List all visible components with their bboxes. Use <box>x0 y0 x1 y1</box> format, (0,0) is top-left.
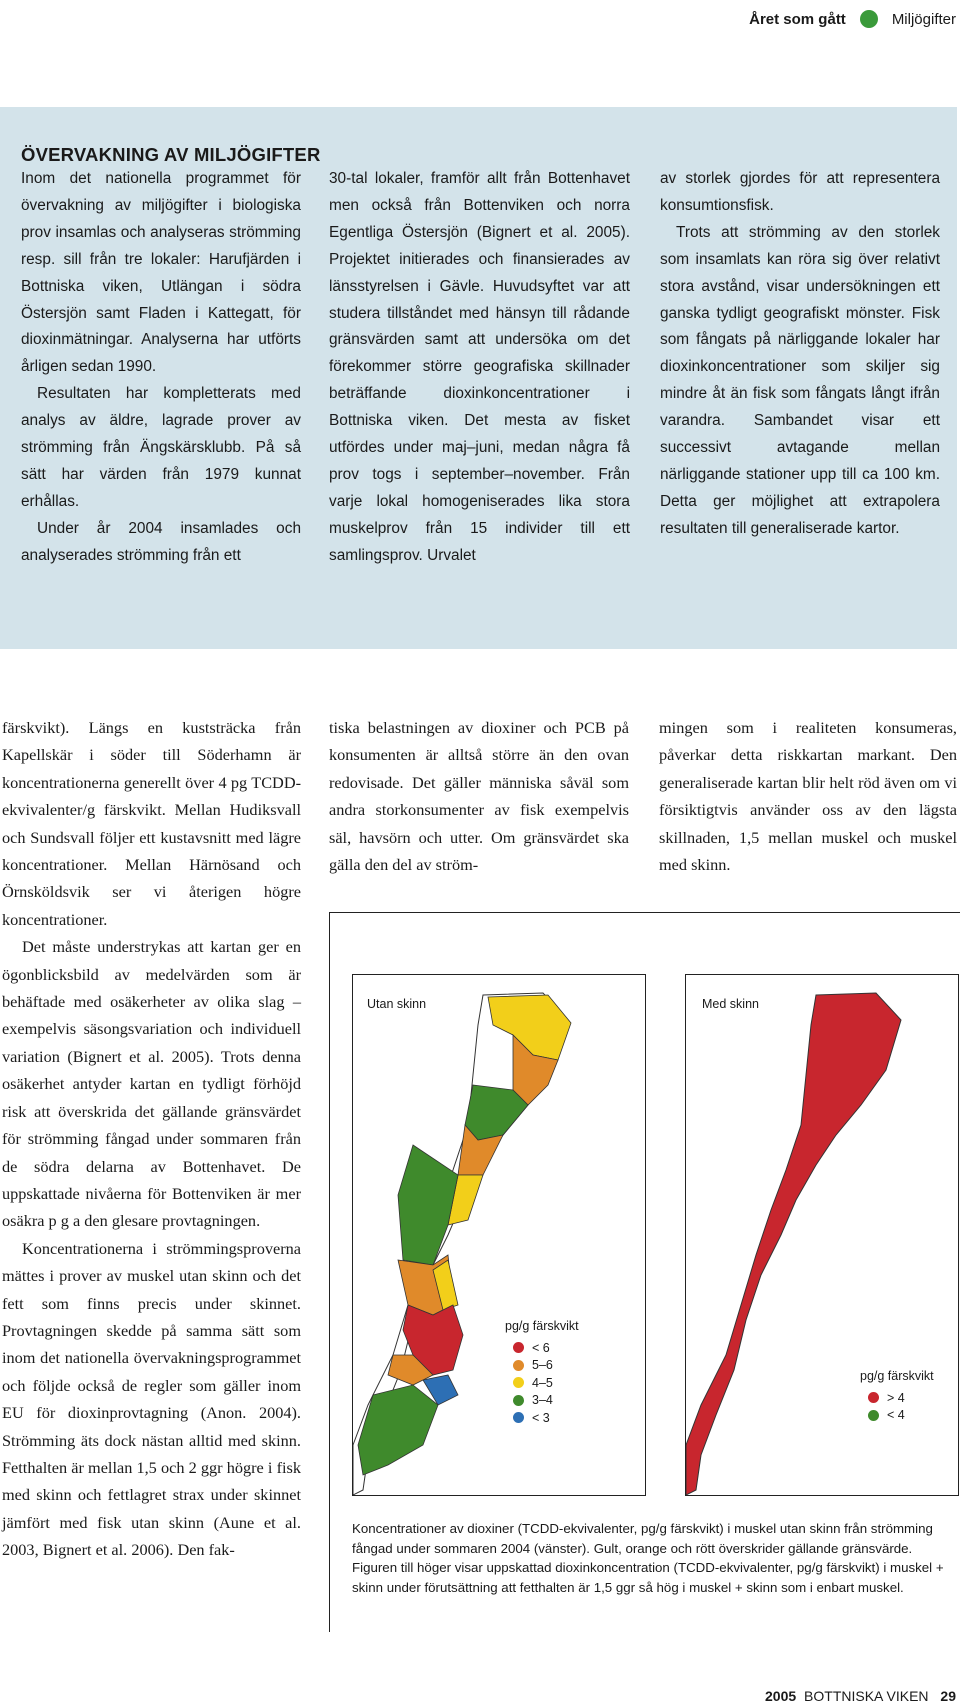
map-panel-without-skin <box>352 974 646 1496</box>
paragraph: Koncentrationerna i strömmingsproverna mättes i prover av muskel utan skinn och det fett som finns precis under skinnet. Provtagningen skedde på samma sätt som inom det nationella övervakningsprogrammet och följde också de regler som gäller inom EU för dioxinprovtagning (Anon. 2004). Strömming äts dock nästan alltid med skinn. Fetthalten är mellan 1,5 och 2 ggr högre i fisk med skinn och fettlagret strax under skinnet jämfört med fisk utan skinn (Aune et al. 2003, Bignert et al. 2006). Den fak- <box>2 1238 301 1560</box>
legend-label: < 3 <box>532 1410 550 1425</box>
legend-with-skin <box>860 1369 934 1424</box>
section-label: Året som gått <box>749 10 846 28</box>
map-title: Med skinn <box>702 997 759 1011</box>
paragraph: Resultaten har kompletterats med analys av äldre, lagrade prover av strömming från Ängskärsklubb. På så sätt har värden från 1979 kunnat erhållas. <box>21 385 301 510</box>
body-column-1 <box>2 714 301 1564</box>
legend-label: 3–4 <box>532 1393 553 1408</box>
legend-swatch <box>513 1395 524 1406</box>
legend-swatch <box>868 1410 879 1421</box>
legend-without-skin <box>505 1319 579 1427</box>
footer-year: 2005 <box>765 1688 797 1704</box>
body-column-3 <box>659 714 957 878</box>
page-header <box>749 8 956 30</box>
topic-label: Miljögifter <box>891 10 956 28</box>
info-box-title: ÖVERVAKNING AV MILJÖGIFTER <box>21 144 321 165</box>
legend-label: < 4 <box>887 1408 905 1423</box>
legend-title: pg/g färskvikt <box>860 1369 934 1383</box>
paragraph: av storlek gjordes för att representera konsumtionsfisk. <box>660 170 940 214</box>
page-footer <box>765 1688 956 1704</box>
legend-item <box>860 1389 934 1407</box>
map-title: Utan skinn <box>367 997 427 1011</box>
legend-item <box>505 1392 579 1410</box>
paragraph: Under år 2004 insamlades och analyserades strömming från ett <box>21 519 301 564</box>
legend-item <box>505 1409 579 1427</box>
map-panel-with-skin <box>685 974 959 1496</box>
footer-publication: BOTTNISKA VIKEN <box>804 1688 929 1704</box>
paragraph: färskvikt). Längs en kuststräcka från Kapellskär i söder till Söderhamn är koncentrationerna generellt över 4 pg TCDD-ekvivalenter/g färskvikt. Mellan Hudiksvall och Sundsvall följer ett kustavsnitt med lägre koncentrationer. Mellan Härnösand och Örnsköldsvik ser vi återigen högre koncentrationer. <box>2 718 301 929</box>
paragraph: tiska belastningen av dioxiner och PCB på konsumenten är alltså större än den ovan redovisade. Det gäller människa såväl som andra storkonsumenter av fisk exempelvis säl, havsörn och utter. Om gränsvärdet ska gälla den del av ström- <box>329 718 629 875</box>
legend-swatch <box>513 1342 524 1353</box>
legend-swatch <box>868 1392 879 1403</box>
info-box-column-1 <box>21 166 301 570</box>
legend-label: > 4 <box>887 1390 905 1405</box>
body-column-2 <box>329 714 629 878</box>
figure-caption: Koncentrationer av dioxiner (TCDD-ekvivalenter, pg/g färskvikt) i muskel utan skinn från strömming fångad under sommaren 2004 (vänster). Gult, orange och rött överskrider gällande gränsvärde. Figuren till höger visar uppskattad dioxinkoncentration (TCDD-ekvivalenter, pg/g färskvikt) i muskel + skinn under förutsättning att fetthalten är 1,5 ggr så hög i muskel + skinn som i enbart muskel. <box>352 1521 944 1595</box>
paragraph: Inom det nationella programmet för övervakning av miljögifter i biologiska prov insamlas och analyseras strömming resp. sill från tre lokaler: Harufjärden i Bottniska viken, Utlängan i södra Östersjön samt Fladen i Kattegatt, för dioxinmätningar. Analyserna har utförts årligen sedan 1990. <box>21 170 301 376</box>
legend-item <box>505 1374 579 1392</box>
legend-label: 4–5 <box>532 1375 553 1390</box>
info-box-column-2 <box>329 166 630 570</box>
paragraph: 30-tal lokaler, framför allt från Bottenhavet men också från Bottenviken och norra Egentliga Östersjön (Bignert et al. 2005). Projektet initierades och finansierades av länsstyrelsen i Gävle. Huvudsyftet var att studera tillståndet med hänsyn till rådande gränsvärden samt att undersöka om det förekommer större geografiska skillnader beträffande dioxinkoncentrationer i Bottniska viken. Det mesta av fisket utfördes under maj–juni, medan några få prov togs i september–november. Från varje lokal homogeniserades lika stora muskelprov från 15 individer till ett samlingsprov. Urvalet <box>329 170 630 564</box>
legend-swatch <box>513 1412 524 1423</box>
section-dot-icon <box>860 10 878 28</box>
legend-item <box>505 1339 579 1357</box>
legend-item <box>860 1407 934 1425</box>
legend-item <box>505 1357 579 1375</box>
legend-title: pg/g färskvikt <box>505 1319 579 1333</box>
legend-label: < 6 <box>532 1340 550 1355</box>
legend-swatch <box>513 1360 524 1371</box>
map-without-skin <box>353 975 645 1495</box>
legend-swatch <box>513 1377 524 1388</box>
legend-label: 5–6 <box>532 1358 553 1373</box>
paragraph: mingen som i realiteten konsumeras, påverkar detta riskkartan markant. Den generaliserade kartan blir helt röd även om vi försiktigtvis använder oss av den lägsta skillnaden, 1,5 mellan muskel och muskel med skinn. <box>659 718 957 875</box>
page-number: 29 <box>940 1688 956 1704</box>
paragraph: Trots att strömming av den storlek som insamlats kan röra sig över relativt stora avstånd, visar undersökningen ett ganska tydligt geografiskt mönster. Fisk som fångats på närliggande lokaler har dioxinkoncentrationer som skiljer sig mindre åt än fisk som fångats långt ifrån varandra. Sambandet visar ett successivt avtagande mellan närliggande stationer upp till ca 100 km. Detta ger möjlighet att extrapolera resultaten till generaliserade kartor. <box>660 223 940 537</box>
info-box-column-3 <box>660 166 940 543</box>
paragraph: Det måste understrykas att kartan ger en ögonblicksbild av medelvärden som är behäftade med osäkerheter av olika slag – exempelvis säsongsvariation och individuell variation (Bignert et al. 2005). Trots denna osäkerhet antyder kartan en tydligt förhöjd risk att överskrida det gällande gränsvärdet för strömming fångad under sommaren från de södra delarna av Bottenhavet. De uppskattade nivåerna för Bottenviken är mer osäkra p g a den glesare provtagningen. <box>2 937 301 1231</box>
